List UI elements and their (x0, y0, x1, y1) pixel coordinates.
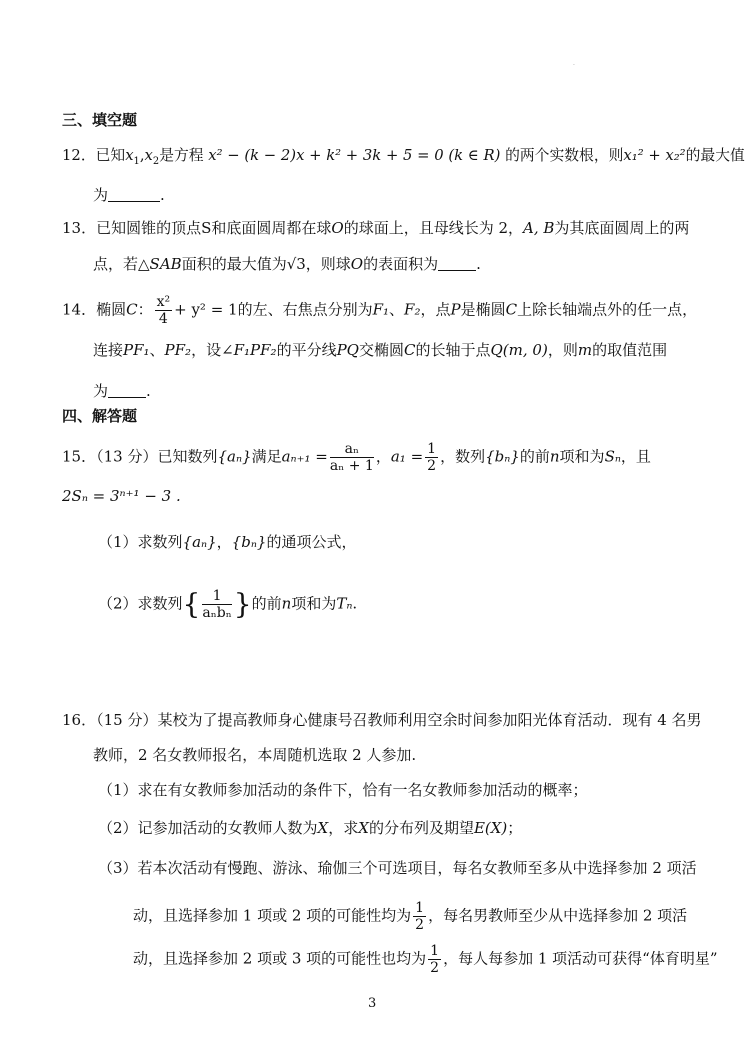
question-number: 14． (62, 300, 97, 319)
question-14-line-2: 连接PF₁、PF₂，设∠F₁PF₂的平分线PQ交椭圆C的长轴于点Q(m, 0)，则m的取值范围 (93, 341, 668, 359)
question-16-part-3-line-3: 动，且选择参加 2 项或 3 项的可能性也均为 $\frac{1}{2}$ ，每人每参加 1 项活动可获得“体育明星” (133, 943, 718, 976)
question-16-part-3-line-1: （3）若本次活动有慢跑、游泳、瑜伽三个可选项目，每名女教师至多从中选择参加 2 项活 (98, 859, 697, 877)
page-number: 3 (368, 996, 377, 1011)
question-16-part-1: （1）求在有女教师参加活动的条件下，恰有一名女教师参加活动的概率； (98, 781, 588, 799)
series-fraction: $\frac{1}{\text{aₙbₙ}}$ (202, 588, 232, 621)
question-number: 15． (62, 447, 97, 466)
question-14-line-1: 14．椭圆C： $\frac{\text{x²}}{4}$ + y² = 1的左、右焦点分别为F₁、F₂，点P是椭圆C上除长轴端点外的任一点， (62, 294, 698, 327)
question-13-line-2: 点，若△SAB面积的最大值为√3，则球O的表面积为 . (93, 255, 481, 273)
answer-blank (438, 256, 476, 271)
scan-speck: . (573, 60, 575, 67)
section-heading-fill-in: 三、填空题 (62, 111, 138, 129)
half-fraction: $\frac{1}{2}$ (415, 900, 425, 933)
question-15-part-2: （2）求数列{ $\frac{1}{\text{aₙbₙ}}$ }的前n项和为Tₙ. (98, 587, 358, 621)
equation: x² − (k − 2)x + k² + 3k + 5 = 0 (k ∈ R) (208, 146, 501, 164)
a1-fraction: $\frac{1}{2}$ (427, 441, 437, 474)
question-12-line-1: 12．已知$x_1,x_2$是方程 x² − (k − 2)x + k² + 3k + 5 = 0 (k ∈ R) 的两个实数根，则x₁² + x₂²的最大值 (62, 146, 745, 167)
question-number: 13． (62, 219, 97, 237)
question-15-line-2: 2Sₙ = 3ⁿ⁺¹ − 3 . (62, 487, 181, 505)
question-13-line-1: 13．已知圆锥的顶点S和底面圆周都在球O的球面上，且母线长为 2，A, B为其底面圆周上的两 (62, 219, 690, 237)
half-fraction: $\frac{1}{2}$ (430, 943, 440, 976)
ellipse-fraction: $\frac{\text{x²}}{4}$ (156, 294, 171, 327)
question-number: 12． (62, 146, 96, 164)
question-16-part-3-line-2: 动，且选择参加 1 项或 2 项的可能性均为 $\frac{1}{2}$ ，每名男教师至少从中选择参加 2 项活 (133, 900, 688, 933)
question-16-line-1: 16．（15 分）某校为了提高教师身心健康号召教师利用空余时间参加阳光体育活动．现有 4 名男 (62, 711, 702, 729)
question-15-part-1: （1）求数列{aₙ}，{bₙ}的通项公式， (98, 533, 357, 551)
section-heading-answer: 四、解答题 (62, 407, 138, 425)
question-12-line-2: 为 . (93, 186, 165, 204)
answer-blank (108, 187, 160, 202)
question-16-line-2: 教师，2 名女教师报名，本周随机选取 2 人参加. (93, 746, 417, 764)
answer-blank (108, 383, 146, 398)
recurrence-fraction: $\frac{\text{aₙ}}{\text{aₙ + 1}}$ (329, 441, 374, 474)
question-15-line-1: 15．（13 分）已知数列{aₙ}满足aₙ₊₁ = $\frac{\text{aₙ}}{\text{aₙ + 1}}$ ，a₁ = $\frac{1}{2}$ ，数列{bₙ}的前n项和为Sₙ，且 (62, 441, 651, 474)
question-16-part-2: （2）记参加活动的女教师人数为X，求X的分布列及期望E(X)； (98, 819, 523, 837)
question-number: 16． (62, 711, 97, 729)
question-14-line-3: 为 . (93, 382, 151, 400)
